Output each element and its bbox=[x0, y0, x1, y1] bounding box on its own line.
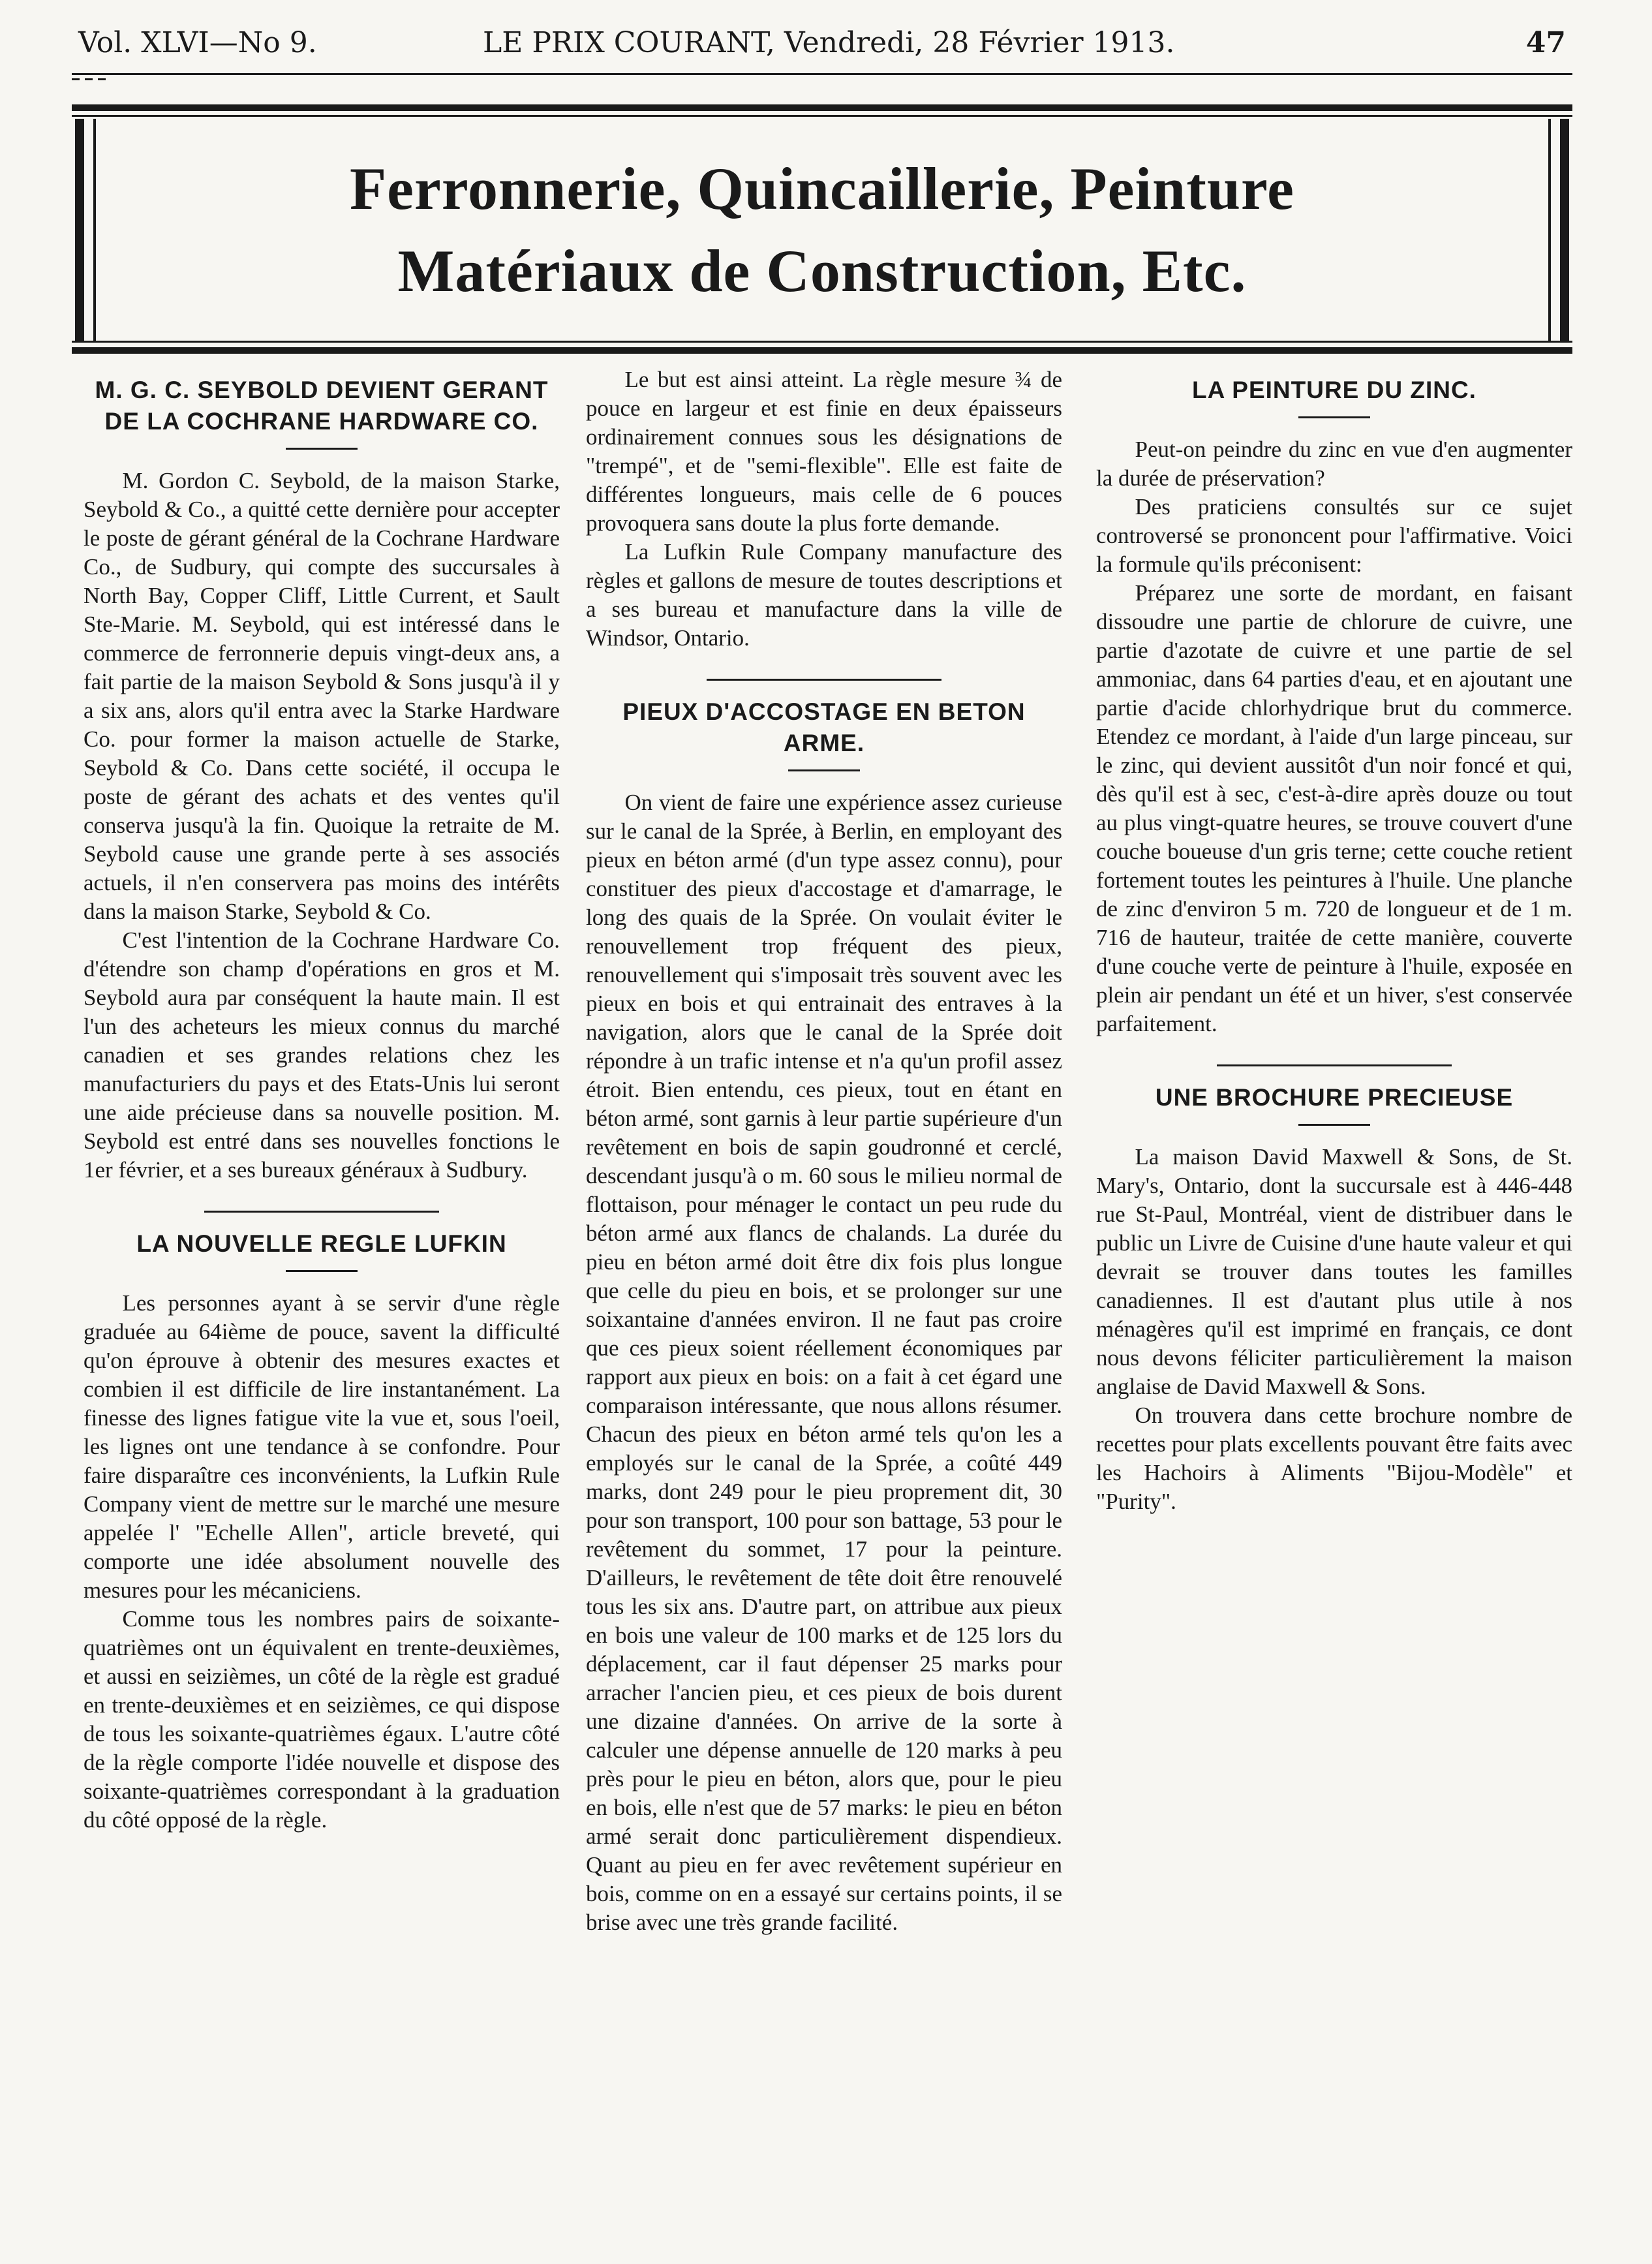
brochure-paragraph-2: On trouvera dans cette brochure nombre de recettes pour plats excellents pouvant être faits avec les Hachoirs à Aliments "Bijou-Modèle" et "Purity". bbox=[1096, 1403, 1572, 1514]
banner-bottom-rule bbox=[72, 347, 1572, 354]
brochure-heading: UNE BROCHURE PRECIEUSE bbox=[1155, 1084, 1514, 1111]
zinc-heading: LA PEINTURE DU ZINC. bbox=[1192, 377, 1476, 403]
seybold-paragraph-2: C'est l'intention de la Cochrane Hardware Co. d'étendre son champ d'opérations en gros et M. Seybold aura par conséquent la haute main. Il est l'un des acheteurs les mieux connus du marché canadien et ses grandes relations chez les manufacturiers du pays et des Etats-Unis lui seront une aide précieuse dans sa nouvelle position. M. Seybold est entré dans ses nouvelles fonctions le 1er février, et a ses bureaux généraux à Sudbury. bbox=[84, 927, 560, 1183]
lufkin-paragraph-4: La Lufkin Rule Company manufacture des règles et gallons de mesure de toutes descriptions et a ses bureau et manufacture dans la ville de Windsor, Ontario. bbox=[586, 539, 1062, 651]
seybold-paragraph-1: M. Gordon C. Seybold, de la maison Starke, Seybold & Co., a quitté cette dernière pour accepter le poste de gérant général de la Cochrane Hardware Co., de Sudbury, qui compte des succursales à North Bay, Copper Cliff, Little Current, et Sault Ste-Marie. M. Seybold, qui est intéressé dans le commerce de ferronnerie depuis vingt-deux ans, a fait partie de la maison Seybold & Sons jusqu'à il y a six ans, alors qu'il entra avec la Starke Hardware Co. pour former la maison actuelle de Starke, Seybold & Co. Dans cette société, il occupa le poste de gérant des achats et des ventes qu'il conserva jusqu'à la fin. Quoique la retraite de M. Seybold cause une grande perte à ses associés actuels, il n'en conservera pas moins des intérêts dans la maison Starke, Seybold & Co. bbox=[84, 468, 560, 924]
column-1 bbox=[84, 365, 560, 1835]
banner-title-line-1: Ferronnerie, Quincaillerie, Peinture bbox=[349, 155, 1295, 222]
lufkin-paragraph-2: Comme tous les nombres pairs de soixante-quatrièmes ont un équivalent en trente-deuxièmes, et aussi en seizièmes, un côté de la règle est gradué en trente-deuxièmes et en seizièmes, ce qui dispose de tous les soixante-quatrièmes égaux. L'autre côté de la règle comporte l'idée nouvelle et dispose des soixante-quatrièmes correspondant à la graduation du côté opposé de la règle. bbox=[84, 1606, 560, 1833]
zinc-paragraph-2: Des praticiens consultés sur ce sujet controversé se prononcent pour l'affirmative. Voici la formule qu'ils préconisent: bbox=[1096, 494, 1572, 577]
heading-rule bbox=[286, 448, 358, 450]
dashed-mark bbox=[72, 78, 111, 80]
page-number: 47 bbox=[1525, 26, 1566, 59]
banner-bottom-rule-thin bbox=[72, 341, 1572, 343]
banner-title-line-2: Matériaux de Construction, Etc. bbox=[397, 238, 1247, 304]
lufkin-heading: LA NOUVELLE REGLE LUFKIN bbox=[136, 1230, 507, 1257]
volume-label: Vol. XLVI—No 9. bbox=[78, 26, 317, 59]
seybold-heading: M. G. C. SEYBOLD DEVIENT GERANT DE LA COCHRANE HARDWARE CO. bbox=[95, 377, 549, 435]
heading-rule bbox=[1298, 1124, 1370, 1126]
header-rule bbox=[72, 73, 1572, 75]
zinc-paragraph-1: Peut-on peindre du zinc en vue d'en augmenter la durée de préservation? bbox=[1096, 437, 1572, 491]
running-header bbox=[78, 26, 1566, 65]
brochure-paragraph-1: La maison David Maxwell & Sons, de St. Mary's, Ontario, dont la succursale est à 446-448 rue St-Paul, Montréal, vient de distribuer dans le public un Livre de Cuisine d'une haute valeur et qui devrait se trouver dans toutes les familles canadiennes. Il est d'autant plus utile à nos ménagères qu'il est imprimé en français, ce dont nous devons féliciter particulièrement la maison anglaise de David Maxwell & Sons. bbox=[1096, 1144, 1572, 1399]
banner-top-rule bbox=[72, 104, 1572, 111]
lufkin-paragraph-1: Les personnes ayant à se servir d'une règle graduée au 64ième de pouce, savent la difficulté qu'on éprouve à obtenir des mesures exactes et combien il est difficile de lire instantanément. La finesse des lignes fatigue vite la vue et, sous l'oeil, les lignes ont une tendance à se confondre. Pour faire disparaître ces inconvénients, la Lufkin Rule Company vient de mettre sur le marché une mesure appelée l' "Echelle Allen", article breveté, qui comporte une idée absolument nouvelle des mesures pour les mécaniciens. bbox=[84, 1290, 560, 1603]
pieux-paragraph-1: On vient de faire une expérience assez curieuse sur le canal de la Sprée, à Berlin, en employant des pieux en béton armé (d'un type assez connu), pour constituer des pieux d'accostage et d'amarrage, le long des quais de la Sprée. On voulait éviter le renouvellement trop fréquent des pieux, renouvellement qui s'imposait très souvent avec les pieux en bois et qui entrainait des entraves à la navigation, alors que le canal de la Sprée doit répondre à un trafic intense et n'a qu'un profil assez étroit. Bien entendu, ces pieux, tout en étant en béton armé, sont garnis à leur partie supérieure d'un revêtement en bois de sapin goudronné et cerclé, descendant jusqu'à o m. 60 sous le milieu normal de flottaison, pour ménager le contact un peu rude du béton armé aux flancs de chalands. La durée du pieu en béton armé doit être dix fois plus longue que celle du pieu en bois, et se prolonger sur une soixantaine d'années environ. Il ne faut pas croire que ces pieux soient réellement économiques par rapport aux pieux en bois: on a fait à cet égard une comparaison intéressante, que nous allons résumer. Chacun des pieux en béton armé tels qu'on les a employés sur le canal de la Sprée, a coûté 449 marks, dont 249 pour le pieu proprement dit, 30 pour son transport, 100 pour son battage, 53 pour le revêtement du sommet, 17 pour la peinture. D'ailleurs, le revêtement de tête doit être renouvelé tous les six ans. D'autre part, on attribue aux pieux en bois une valeur de 100 marks et de 125 lors du déplacement, car il faut dépenser 25 marks pour arracher l'ancien pieu, et ces pieux de bois durent une dizaine d'années. On arrive de la sorte à calculer une dépense annuelle de 120 marks à peu près pour le pieu en béton, alors que, pour le pieu en bois, elle n'est que de 57 marks: le pieu en béton armé serait donc particulièrement dispendieux. Quant au pieu en fer avec revêtement supérieur en bois, comme on en a essayé sur certains points, il se brise avec une très grande facilité. bbox=[586, 790, 1062, 1935]
column-3 bbox=[1096, 365, 1572, 1516]
article-separator bbox=[204, 1211, 439, 1213]
banner-top-rule-thin bbox=[72, 115, 1572, 117]
pieux-heading: PIEUX D'ACCOSTAGE EN BETON ARME. bbox=[622, 698, 1026, 756]
heading-rule bbox=[788, 769, 860, 771]
heading-rule bbox=[286, 1270, 358, 1272]
heading-rule bbox=[1298, 416, 1370, 418]
zinc-paragraph-3: Préparez une sorte de mordant, en faisant dissoudre une partie de chlorure de cuivre, une partie d'azotate de cuivre et une partie de sel ammoniac, dans 64 parties d'eau, et en ajoutant une partie d'acide chlorhydrique brut du commerce. Etendez ce mordant, à l'aide d'un large pinceau, sur le zinc, qui devient aussitôt d'un noir foncé et qui, dès qu'il est à sec, c'est-à-dire après douze ou tout au plus vingt-quatre heures, se trouve couvert d'une couche boueuse d'un gris terne; cette couche retient fortement toutes les peintures à l'huile. Une planche de zinc d'environ 5 m. 720 de longueur et de 1 m. 716 de hauteur, traitée de cette manière, couverte d'une couche verte de peinture à l'huile, exposée en plein air pendant un été et un hiver, s'est conservée parfaitement. bbox=[1096, 580, 1572, 1036]
section-banner bbox=[75, 119, 1569, 341]
lufkin-paragraph-3: Le but est ainsi atteint. La règle mesure ¾ de pouce en largeur et est finie en deux épaisseurs ordinairement connues sous les désignations de "trempé", et de "semi-flexible". Elle est faite de différentes longueurs, mais celle de 6 pouces provoquera sans doute la plus forte demande. bbox=[586, 367, 1062, 536]
column-2 bbox=[586, 365, 1062, 1937]
article-separator bbox=[707, 679, 941, 681]
article-separator bbox=[1217, 1064, 1452, 1066]
publication-title: LE PRIX COURANT, Vendredi, 28 Février 1913. bbox=[483, 26, 1175, 59]
